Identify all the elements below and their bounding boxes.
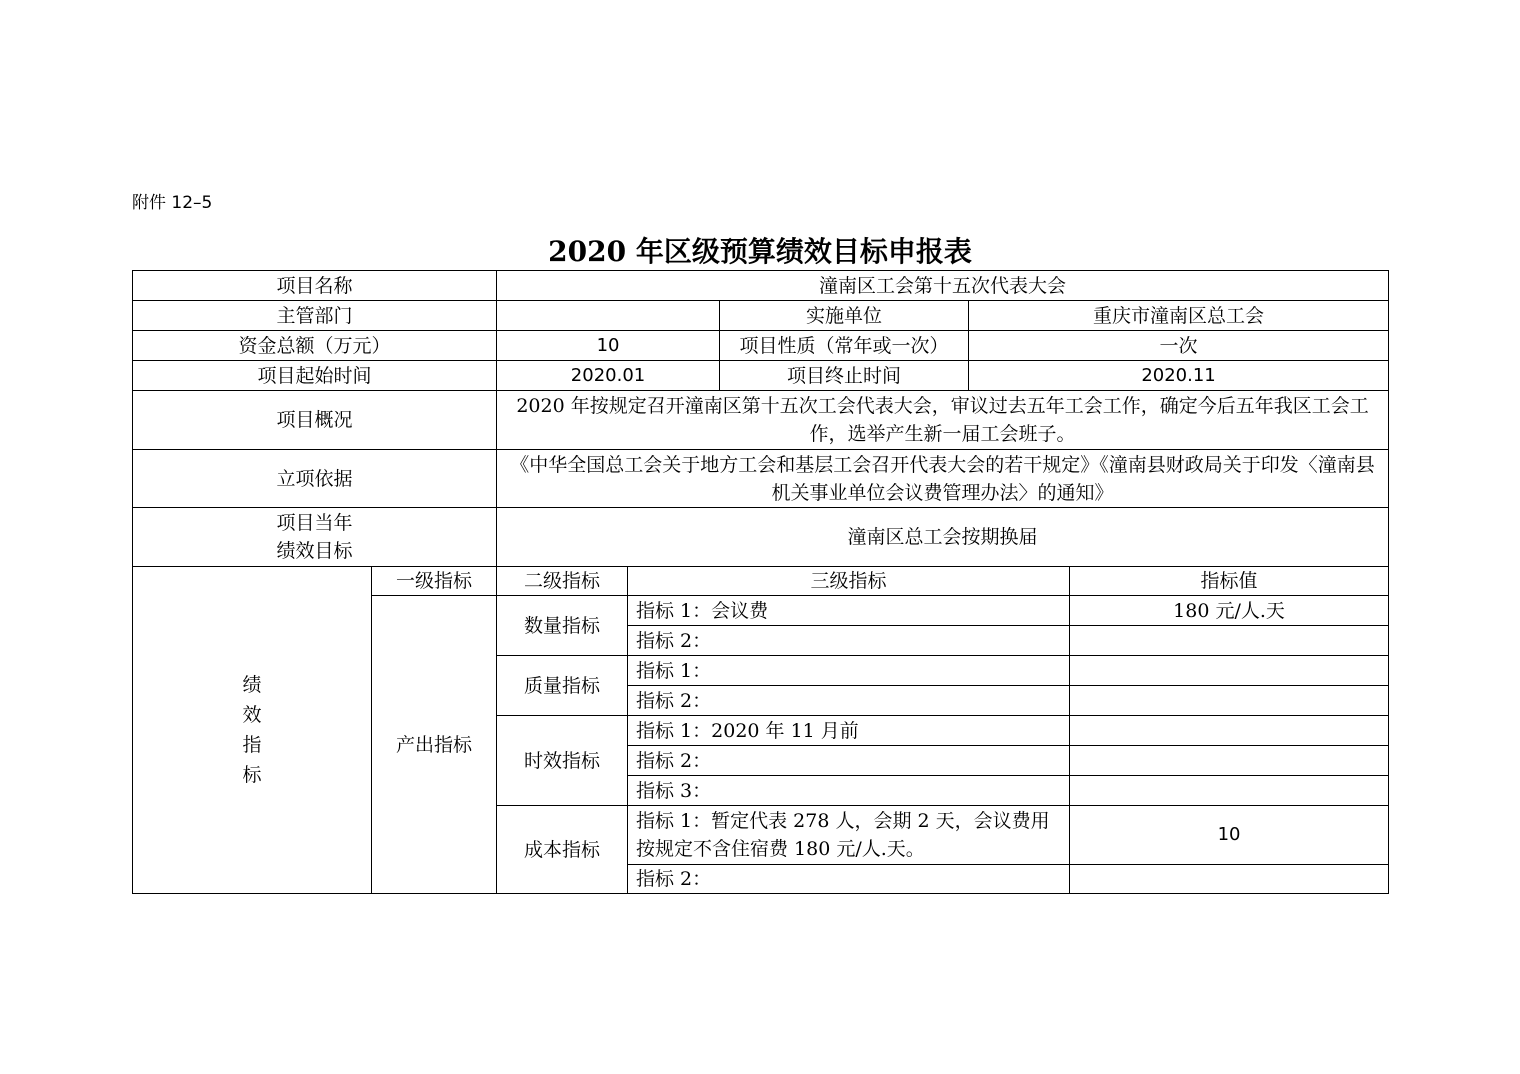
annual-goal-label-line1: 项目当年 xyxy=(276,512,353,534)
quality-indicator-1: 指标 1： xyxy=(628,656,1070,686)
performance-target-table xyxy=(132,270,1389,894)
dept-label: 主管部门 xyxy=(133,301,497,331)
quantity-indicator-2: 指标 2： xyxy=(628,626,1070,656)
nature-value: 一次 xyxy=(969,331,1389,361)
project-name-value: 潼南区工会第十五次代表大会 xyxy=(497,271,1389,301)
attachment-label: 附件 12–5 xyxy=(132,193,213,213)
quantity-indicator-1: 指标 1：会议费 xyxy=(628,596,1070,626)
end-time-value: 2020.11 xyxy=(969,361,1389,391)
timeliness-indicator-label: 时效指标 xyxy=(497,716,628,806)
row-period xyxy=(133,361,1389,391)
row-indicator-headers xyxy=(133,567,1389,596)
performance-indicator-text: 绩效指标 xyxy=(242,674,262,786)
quality-indicator-1-value xyxy=(1070,656,1389,686)
row-fund xyxy=(133,331,1389,361)
fund-label: 资金总额（万元） xyxy=(133,331,497,361)
timeliness-indicator-1-value xyxy=(1070,716,1389,746)
impl-unit-label: 实施单位 xyxy=(720,301,969,331)
impl-unit-value: 重庆市潼南区总工会 xyxy=(969,301,1389,331)
start-time-value: 2020.01 xyxy=(497,361,720,391)
timeliness-indicator-1: 指标 1：2020 年 11 月前 xyxy=(628,716,1070,746)
annual-goal-label-line2: 绩效目标 xyxy=(276,540,353,562)
cost-indicator-1-value: 10 xyxy=(1070,806,1389,865)
timeliness-indicator-3-value xyxy=(1070,776,1389,806)
row-overview xyxy=(133,391,1389,450)
annual-goal-value: 潼南区总工会按期换届 xyxy=(497,508,1389,567)
basis-value: 《中华全国总工会关于地方工会和基层工会召开代表大会的若干规定》《潼南县财政局关于印发〈潼南县机关事业单位会议费管理办法〉的通知》 xyxy=(497,450,1389,508)
row-annual-goal xyxy=(133,508,1389,567)
timeliness-indicator-3: 指标 3： xyxy=(628,776,1070,806)
level3-header: 三级指标 xyxy=(628,567,1070,596)
quantity-indicator-2-value xyxy=(1070,626,1389,656)
row-project-name xyxy=(133,271,1389,301)
nature-label: 项目性质（常年或一次） xyxy=(720,331,969,361)
fund-value: 10 xyxy=(497,331,720,361)
overview-label: 项目概况 xyxy=(133,391,497,450)
output-indicator-label: 产出指标 xyxy=(372,596,497,894)
level2-header: 二级指标 xyxy=(497,567,628,596)
row-basis xyxy=(133,450,1389,508)
end-time-label: 项目终止时间 xyxy=(720,361,969,391)
cost-indicator-2: 指标 2： xyxy=(628,865,1070,894)
cost-indicator-2-value xyxy=(1070,865,1389,894)
timeliness-indicator-2: 指标 2： xyxy=(628,746,1070,776)
quantity-indicator-1-value: 180 元/人.天 xyxy=(1070,596,1389,626)
annual-goal-label xyxy=(133,508,497,567)
cost-indicator-1: 指标 1：暂定代表 278 人，会期 2 天，会议费用按规定不含住宿费 180 元/人.天。 xyxy=(628,806,1070,865)
performance-indicator-label xyxy=(133,567,372,894)
start-time-label: 项目起始时间 xyxy=(133,361,497,391)
form-title: 2020 年区级预算绩效目标申报表 xyxy=(548,235,972,268)
project-name-label: 项目名称 xyxy=(133,271,497,301)
overview-value: 2020 年按规定召开潼南区第十五次工会代表大会，审议过去五年工会工作，确定今后五年我区工会工作，选举产生新一届工会班子。 xyxy=(497,391,1389,450)
quality-indicator-label: 质量指标 xyxy=(497,656,628,716)
timeliness-indicator-2-value xyxy=(1070,746,1389,776)
value-header: 指标值 xyxy=(1070,567,1389,596)
cost-indicator-label: 成本指标 xyxy=(497,806,628,894)
row-department xyxy=(133,301,1389,331)
quality-indicator-2: 指标 2： xyxy=(628,686,1070,716)
dept-value xyxy=(497,301,720,331)
quality-indicator-2-value xyxy=(1070,686,1389,716)
level1-header: 一级指标 xyxy=(372,567,497,596)
quantity-indicator-label: 数量指标 xyxy=(497,596,628,656)
basis-label: 立项依据 xyxy=(133,450,497,508)
